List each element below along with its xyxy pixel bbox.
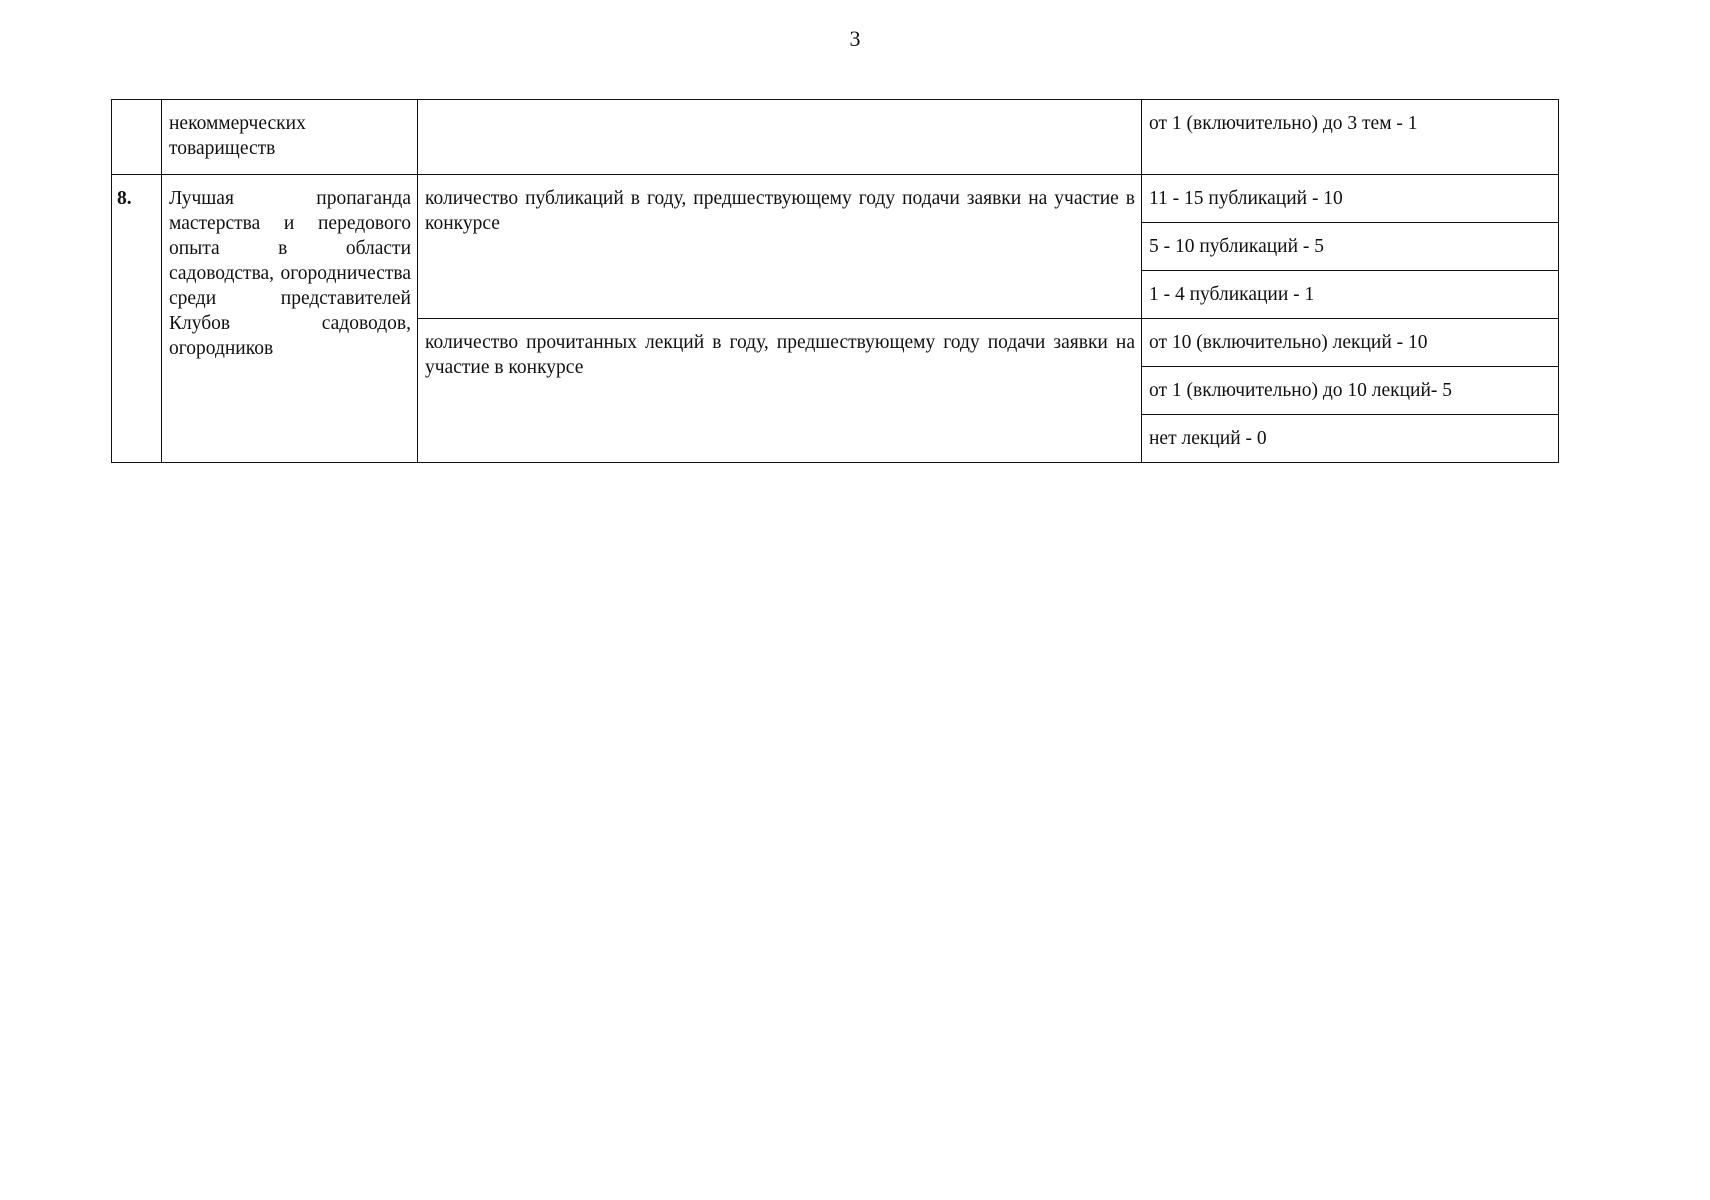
score-cell — [1142, 319, 1559, 367]
criterion-cell — [418, 175, 1142, 319]
criteria-table — [111, 99, 1559, 463]
score-cell — [1142, 223, 1559, 271]
number-cell — [112, 100, 162, 175]
score-text: 5 - 10 публикаций - 5 — [1149, 236, 1325, 257]
criterion-cell — [418, 319, 1142, 463]
nomination-cell — [162, 175, 418, 463]
score-cell — [1142, 367, 1559, 415]
page-number: 3 — [849, 26, 861, 51]
score-cell — [1142, 100, 1559, 175]
score-text: от 10 (включительно) лекций - 10 — [1149, 332, 1428, 353]
criterion-text: количество публикаций в году, предшествующему году подачи заявки на участие в конкурсе — [425, 188, 1135, 234]
score-cell — [1142, 175, 1559, 223]
number-cell — [112, 175, 162, 463]
criterion-text: количество прочитанных лекций в году, предшествующему году подачи заявки на участие в конкурсе — [425, 332, 1135, 378]
score-text: 1 - 4 публикации - 1 — [1149, 284, 1315, 305]
score-text: нет лекций - 0 — [1149, 428, 1267, 449]
score-text: от 1 (включительно) до 3 тем - 1 — [1149, 113, 1418, 134]
row-number: 8. — [117, 188, 132, 209]
score-text: от 1 (включительно) до 10 лекций- 5 — [1149, 380, 1453, 401]
nomination-text: некоммерческих товариществ — [169, 113, 306, 159]
score-text: 11 - 15 публикаций - 10 — [1149, 188, 1343, 209]
nomination-cell — [162, 100, 418, 175]
criterion-cell — [418, 100, 1142, 175]
score-cell — [1142, 415, 1559, 463]
nomination-text: Лучшая пропаганда мастерства и передового опыта в области садоводства, огородничества среди представителей Клубов садоводов, огородников — [169, 188, 411, 359]
table-row-continuation — [112, 100, 1559, 175]
score-cell — [1142, 271, 1559, 319]
table-row — [112, 175, 1559, 223]
